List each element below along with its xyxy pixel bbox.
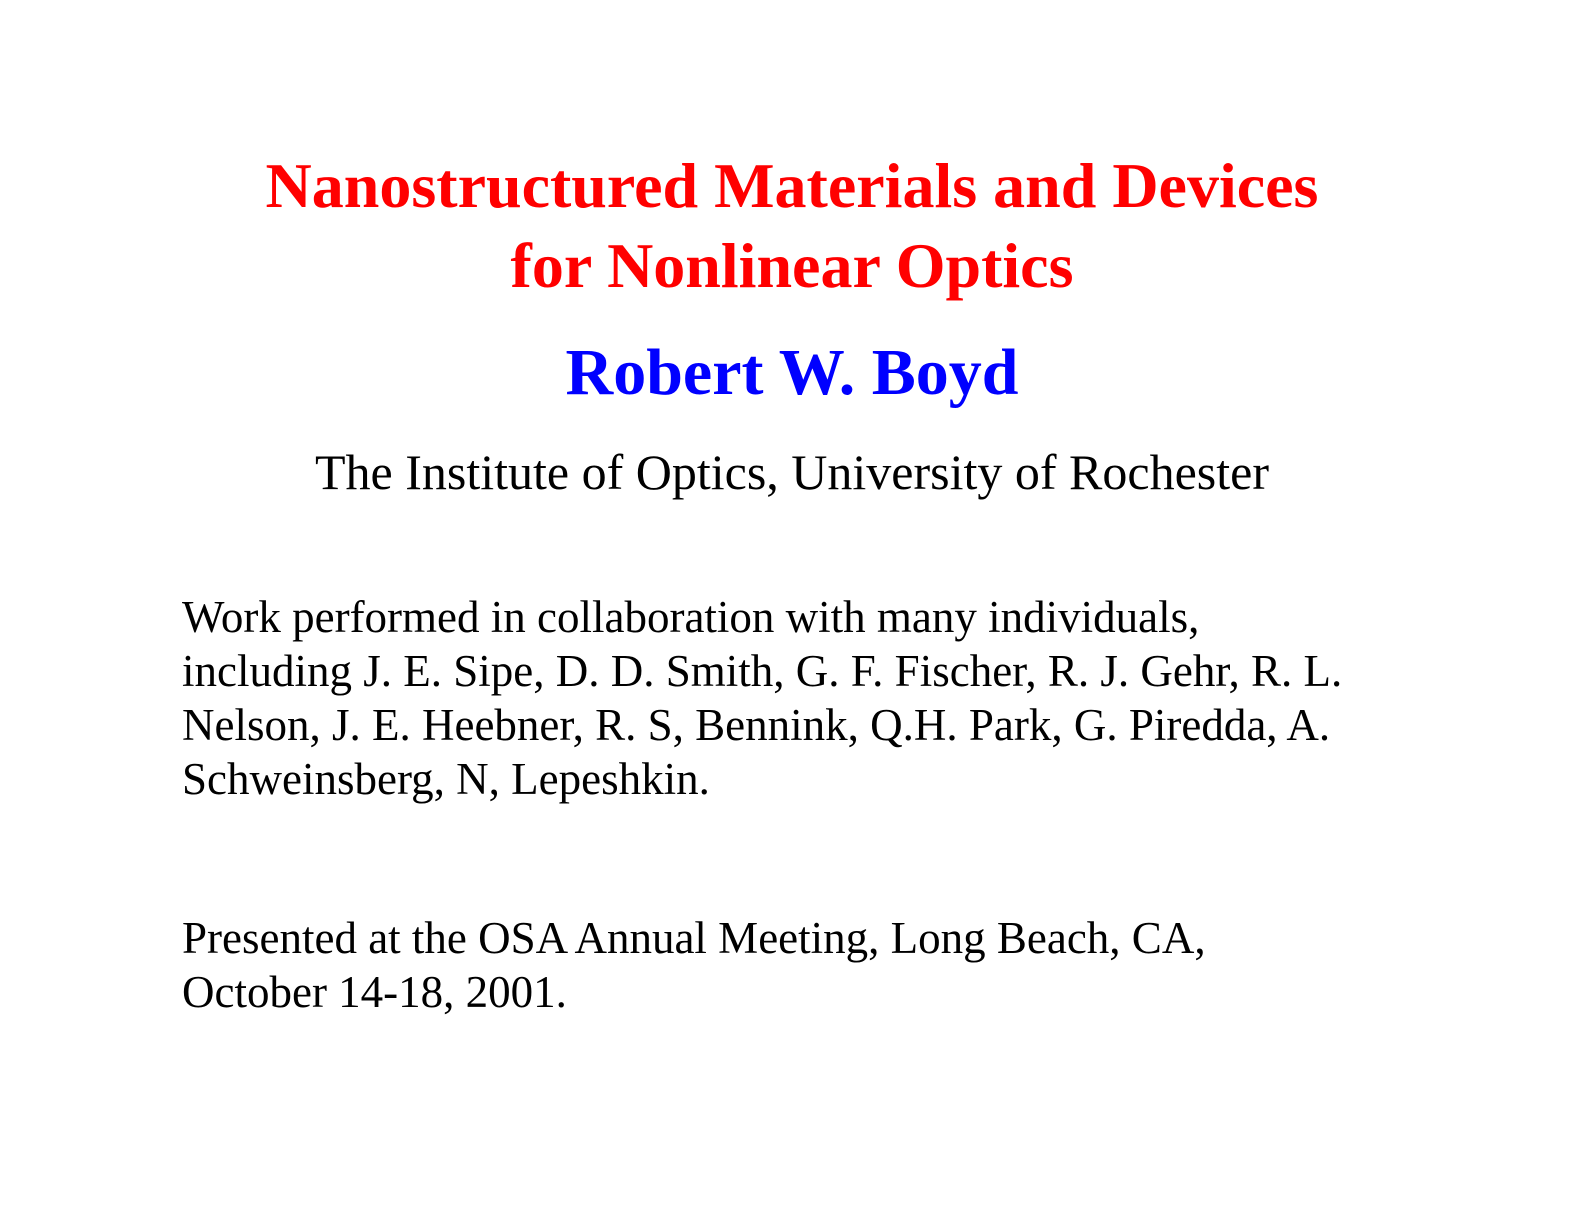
slide-title-line-2: for Nonlinear Optics: [510, 230, 1074, 301]
author-name: Robert W. Boyd: [565, 336, 1019, 409]
collaboration-line-4: Schweinsberg, N, Lepeshkin.: [182, 754, 710, 804]
affiliation: The Institute of Optics, University of Rochester: [315, 444, 1269, 500]
slide-title-line-1: Nanostructured Materials and Devices: [265, 150, 1319, 221]
collaboration-line-1: Work performed in collaboration with many individuals,: [182, 592, 1200, 642]
presented-line-1: Presented at the OSA Annual Meeting, Long Beach, CA,: [182, 913, 1206, 963]
presented-line-2: October 14-18, 2001.: [182, 967, 567, 1017]
collaboration-line-2: including J. E. Sipe, D. D. Smith, G. F. Fischer, R. J. Gehr, R. L.: [182, 646, 1343, 696]
collaboration-line-3: Nelson, J. E. Heebner, R. S, Bennink, Q.H. Park, G. Piredda, A.: [182, 700, 1331, 750]
